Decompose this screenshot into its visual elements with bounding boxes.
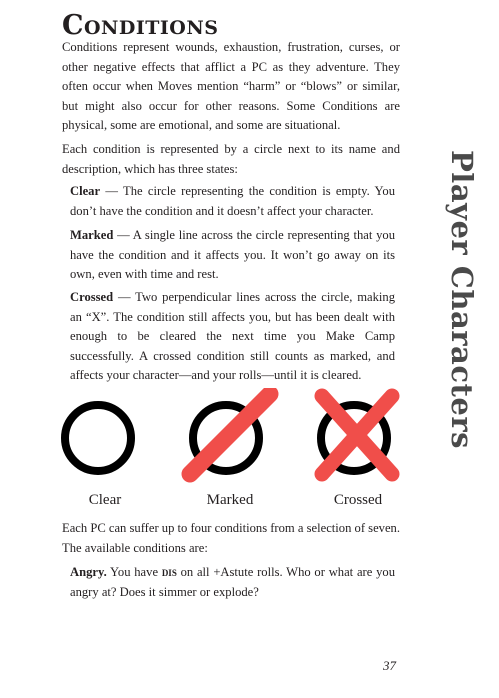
condition-term: Angry.	[70, 565, 107, 579]
condition-text-rest: on all +Astute rolls. Who or what are you angry at? Does it simmer or explode?	[70, 565, 395, 599]
intro-paragraph: Conditions represent wounds, exhaustion, frustration, curses, or other negative effects that afflict a PC as they adventure. They often occur when Moves mention “harm” or “blows” or similar, but might also occur for other reasons. Some Conditions are physical, some are emotional, and some are situational.	[62, 40, 400, 132]
condition-angry-entry	[70, 563, 395, 602]
state-description: — A single line across the circle representing that you have the condition and it affects you. It won’t go away on its own, even with time and rest.	[70, 228, 395, 281]
conditions-intro-paragraph: Each PC can suffer up to four conditions from a selection of seven. The available conditions are:	[62, 521, 400, 555]
crossed-circle-icon	[321, 396, 392, 474]
state-marked-entry	[70, 226, 395, 285]
dis-keyword: dis	[161, 565, 177, 579]
chapter-sidebar	[442, 150, 482, 449]
state-term: Marked	[70, 228, 114, 242]
crossed-label: Crossed	[333, 492, 383, 508]
state-description: — Two perpendicular lines across the circle, making an “X”. The condition still affects you, but has been dealt with enough to be cleared the next time you Make Camp successfully. A crossed condition still counts as marked, and affects your character—and your rolls—until it is cleared.	[70, 290, 395, 382]
clear-label: Clear	[88, 492, 122, 508]
marked-label: Marked	[206, 492, 254, 508]
condition-text-start: You have	[106, 565, 162, 579]
marked-circle-icon	[190, 394, 270, 474]
state-term: Crossed	[70, 290, 114, 304]
state-crossed-entry	[70, 288, 395, 386]
section-heading: Conditions	[62, 10, 219, 41]
chapter-title: Player Characters	[445, 150, 479, 449]
state-description: — The circle representing the condition is empty. You don’t have the condition and it doesn’t affect your character.	[70, 184, 395, 218]
state-clear-entry	[70, 182, 395, 221]
clear-circle-icon	[65, 405, 131, 471]
states-intro-paragraph: Each condition is represented by a circle next to its name and description, which has three states:	[62, 142, 400, 176]
state-term: Clear	[70, 184, 101, 198]
page-number: 37	[383, 658, 396, 673]
condition-state-diagram	[58, 388, 403, 488]
